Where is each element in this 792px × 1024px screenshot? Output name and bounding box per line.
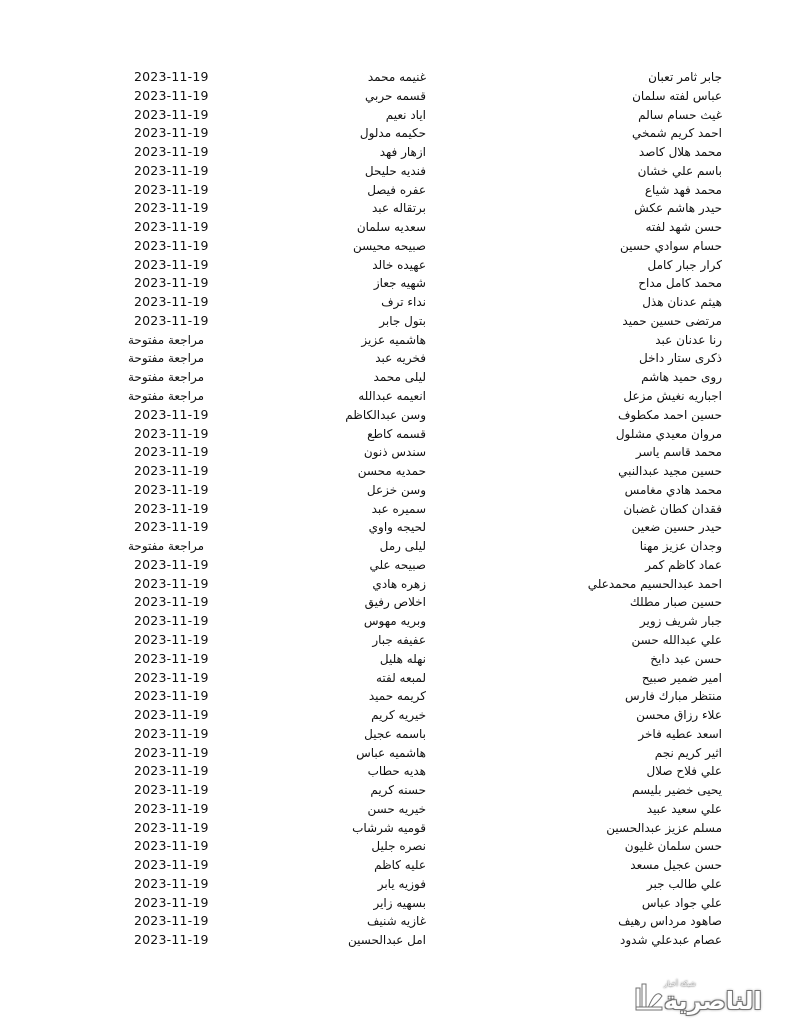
person-name: علي فلاح صلال [646, 764, 722, 779]
person-name: حسن سلمان غليون [624, 839, 722, 854]
mother-name: سميره عبد [371, 501, 426, 516]
mother-name: صبيحه محيسن [352, 238, 426, 253]
date-value: 2023-11-19 [134, 744, 209, 760]
mother-name: عفيفه جبار [372, 632, 426, 647]
person-name: باسم علي خشان [637, 163, 722, 178]
mother-name: حسنه كريم [370, 783, 426, 798]
table-row [0, 706, 792, 725]
date-value: 2023-11-19 [134, 162, 209, 178]
table-row [0, 800, 792, 819]
table-row [0, 575, 792, 594]
mother-name: عهيده خالد [372, 257, 426, 272]
table-row [0, 256, 792, 275]
mother-name: امل عبدالحسين [348, 933, 426, 948]
mother-name: برتقاله عبد [371, 201, 426, 216]
date-value: 2023-11-19 [134, 838, 209, 854]
table-row [0, 293, 792, 312]
person-name: محمد قاسم ياسر [635, 445, 722, 460]
review-status: مراجعة مفتوحة [127, 389, 204, 404]
table-row [0, 237, 792, 256]
table-row [0, 537, 792, 556]
date-value: 2023-11-19 [134, 800, 209, 816]
date-value: 2023-11-19 [134, 894, 209, 910]
table-row [0, 593, 792, 612]
person-name: رنا عدنان عبد [655, 332, 722, 347]
person-name: حسن عبد دايخ [650, 651, 722, 666]
date-value: 2023-11-19 [134, 181, 209, 197]
table-row [0, 312, 792, 331]
mother-name: لمبعه لفته [375, 670, 426, 685]
table-row [0, 124, 792, 143]
person-name: عباس لفته سلمان [632, 88, 722, 103]
date-value: 2023-11-19 [134, 519, 209, 535]
table-row [0, 406, 792, 425]
person-name: محمد كامل مداح [638, 276, 722, 291]
date-value: 2023-11-19 [134, 406, 209, 422]
watermark-big-text: الناصرية [664, 987, 762, 1015]
date-value: 2023-11-19 [134, 275, 209, 291]
mother-name: باسمه عجيل [364, 726, 426, 741]
table-row [0, 87, 792, 106]
person-name: علي طالب جبر [646, 876, 722, 891]
date-value: 2023-11-19 [134, 913, 209, 929]
table-row [0, 106, 792, 125]
mother-name: نهله هليل [379, 651, 426, 666]
person-name: علي عبدالله حسن [631, 632, 722, 647]
mother-name: هاشميه عزيز [361, 332, 426, 347]
date-value: 2023-11-19 [134, 237, 209, 253]
date-value: 2023-11-19 [134, 875, 209, 891]
table-row [0, 931, 792, 950]
date-value: 2023-11-19 [134, 631, 209, 647]
table-row [0, 650, 792, 669]
date-value: 2023-11-19 [134, 444, 209, 460]
person-name: علاء رزاق محسن [636, 708, 722, 723]
person-name: حسين مجيد عبدالنبي [618, 464, 722, 479]
person-name: اجباريه نغيش مزعل [623, 389, 722, 404]
mother-name: عفره فيصل [367, 182, 426, 197]
person-name: حيدر حسين ضعين [631, 520, 722, 535]
date-value: 2023-11-19 [134, 256, 209, 272]
mother-name: قسمه حربي [364, 88, 426, 103]
table-row [0, 462, 792, 481]
date-value: 2023-11-19 [134, 425, 209, 441]
person-name: حسين احمد مكطوف [617, 407, 722, 422]
mother-name: ليلى محمد [373, 370, 426, 385]
table-row [0, 518, 792, 537]
mother-name: خيريه كريم [371, 708, 426, 723]
table-row [0, 425, 792, 444]
person-name: احمد كريم شمخي [631, 126, 722, 141]
nasiriyah-logo-icon [634, 982, 664, 1012]
person-name: اثير كريم نجم [654, 745, 722, 760]
table-row [0, 725, 792, 744]
mother-name: حمديه محسن [357, 464, 426, 479]
mother-name: غازيه شنيف [366, 914, 426, 929]
person-name: حسن شهد لفته [645, 220, 722, 235]
date-value: 2023-11-19 [134, 650, 209, 666]
mother-name: شهيه جعاز [373, 276, 426, 291]
mother-name: هديه حطاب [367, 764, 426, 779]
table-row [0, 500, 792, 519]
date-value: 2023-11-19 [134, 200, 209, 216]
watermark-small-text: شبكة أخبار [664, 980, 696, 988]
date-value: 2023-11-19 [134, 932, 209, 948]
person-name: ذكرى ستار داخل [638, 351, 722, 366]
mother-name: بتول جابر [379, 313, 426, 328]
mother-name: نداء ترف [381, 295, 426, 310]
date-value: 2023-11-19 [134, 857, 209, 873]
table-row [0, 274, 792, 293]
date-value: 2023-11-19 [134, 87, 209, 103]
person-name: محمد فهد شياع [644, 182, 722, 197]
person-name: فقدان كطان غضبان [623, 501, 722, 516]
person-name: جبار شريف زوير [639, 614, 722, 629]
person-name: وجدان عزيز مهنا [639, 539, 722, 554]
person-name: عماد كاظم كمر [645, 557, 722, 572]
person-name: علي جواد عباس [641, 895, 722, 910]
person-name: حيدر هاشم عكش [634, 201, 722, 216]
date-value: 2023-11-19 [134, 688, 209, 704]
person-name: علي سعيد عبيد [646, 801, 722, 816]
date-value: 2023-11-19 [134, 725, 209, 741]
mother-name: صبيحه علي [369, 557, 426, 572]
person-name: احمد عبدالحسيم محمدعلي [587, 576, 722, 591]
table-row [0, 744, 792, 763]
names-list [0, 68, 792, 950]
table-row [0, 781, 792, 800]
table-row [0, 612, 792, 631]
table-row [0, 762, 792, 781]
mother-name: غنيمه محمد [367, 70, 426, 84]
nasiriyah-news-watermark [630, 980, 780, 1014]
date-value: 2023-11-19 [134, 594, 209, 610]
person-name: حسين صبار مطلك [629, 595, 722, 610]
table-row [0, 481, 792, 500]
date-value: 2023-11-19 [134, 106, 209, 122]
table-row [0, 556, 792, 575]
person-name: اسعد عطيه فاخر [638, 726, 722, 741]
person-name: امير ضمير صبيح [641, 670, 722, 685]
table-row [0, 68, 792, 87]
review-status: مراجعة مفتوحة [127, 351, 204, 366]
table-row [0, 387, 792, 406]
mother-name: قوميه شرشاب [352, 820, 426, 835]
person-name: غيث حسام سالم [638, 107, 722, 122]
mother-name: ازهار فهد [379, 145, 426, 160]
date-value: 2023-11-19 [134, 782, 209, 798]
date-value: 2023-11-19 [134, 69, 209, 84]
mother-name: انعيمه عبدالله [358, 389, 426, 404]
review-status: مراجعة مفتوحة [127, 332, 204, 347]
person-name: محمد هادي مغامس [624, 482, 722, 497]
date-value: 2023-11-19 [134, 144, 209, 160]
watermark-text [664, 980, 762, 1014]
mother-name: قسمه كاطع [367, 426, 426, 441]
table-row [0, 218, 792, 237]
mother-name: نصره جليل [371, 839, 426, 854]
mother-name: سعديه سلمان [356, 220, 426, 235]
table-row [0, 368, 792, 387]
table-row [0, 837, 792, 856]
table-row [0, 875, 792, 894]
mother-name: ليلى رمل [379, 539, 426, 554]
table-row [0, 687, 792, 706]
mother-name: هاشميه عباس [356, 745, 426, 760]
mother-name: فنديه حليحل [364, 163, 426, 178]
mother-name: بسهيه زاير [373, 895, 426, 910]
person-name: روى حميد هاشم [641, 370, 722, 385]
mother-name: خيريه حسن [367, 801, 426, 816]
mother-name: وبريه مهوس [363, 614, 426, 629]
mother-name: حكيمه مدلول [359, 126, 426, 141]
date-value: 2023-11-19 [134, 763, 209, 779]
person-name: محمد هلال كاصد [638, 145, 722, 160]
person-name: جابر ثامر تعبان [648, 70, 722, 84]
mother-name: وسن خزعل [366, 482, 426, 497]
table-row [0, 331, 792, 350]
date-value: 2023-11-19 [134, 575, 209, 591]
person-name: كرار جبار كامل [647, 257, 722, 272]
table-row [0, 349, 792, 368]
mother-name: كريمه حميد [368, 689, 426, 704]
table-row [0, 199, 792, 218]
person-name: يحيى خضير بليسم [631, 783, 722, 798]
date-value: 2023-11-19 [134, 463, 209, 479]
person-name: عصام عبدعلي شدود [620, 933, 722, 948]
table-row [0, 894, 792, 913]
review-status: مراجعة مفتوحة [127, 370, 204, 385]
mother-name: عليه كاظم [374, 858, 426, 873]
table-row [0, 143, 792, 162]
date-value: 2023-11-19 [134, 669, 209, 685]
person-name: حسام سوادي حسين [619, 238, 722, 253]
mother-name: اياد نعيم [385, 107, 426, 122]
person-name: حسن عجيل مسعد [630, 858, 722, 873]
mother-name: فوزيه يابر [377, 876, 426, 891]
person-name: صاهود مرداس رهيف [618, 914, 722, 929]
date-value: 2023-11-19 [134, 500, 209, 516]
table-row [0, 631, 792, 650]
mother-name: زهره هادي [372, 576, 426, 591]
person-name: مسلم عزيز عبدالحسين [606, 820, 722, 835]
table-row [0, 856, 792, 875]
date-value: 2023-11-19 [134, 707, 209, 723]
table-row [0, 669, 792, 688]
date-value: 2023-11-19 [134, 613, 209, 629]
mother-name: فخريه عبد [375, 351, 426, 366]
review-status: مراجعة مفتوحة [127, 539, 204, 554]
person-name: منتظر مبارك فارس [625, 689, 722, 704]
person-name: مروان معيدي مشلول [615, 426, 722, 441]
mother-name: لحيجه واوي [368, 520, 426, 535]
date-value: 2023-11-19 [134, 556, 209, 572]
mother-name: وسن عبدالكاظم [345, 407, 426, 422]
mother-name: اخلاص رفيق [364, 595, 426, 610]
table-row [0, 443, 792, 462]
date-value: 2023-11-19 [134, 125, 209, 141]
table-row [0, 181, 792, 200]
date-value: 2023-11-19 [134, 312, 209, 328]
person-name: هيثم عدنان هذل [642, 295, 722, 310]
date-value: 2023-11-19 [134, 481, 209, 497]
mother-name: سندس ذنون [363, 445, 426, 460]
date-value: 2023-11-19 [134, 219, 209, 235]
person-name: مرتضى حسين حميد [622, 313, 722, 328]
date-value: 2023-11-19 [134, 294, 209, 310]
date-value: 2023-11-19 [134, 819, 209, 835]
table-row [0, 912, 792, 931]
table-row [0, 819, 792, 838]
table-row [0, 162, 792, 181]
